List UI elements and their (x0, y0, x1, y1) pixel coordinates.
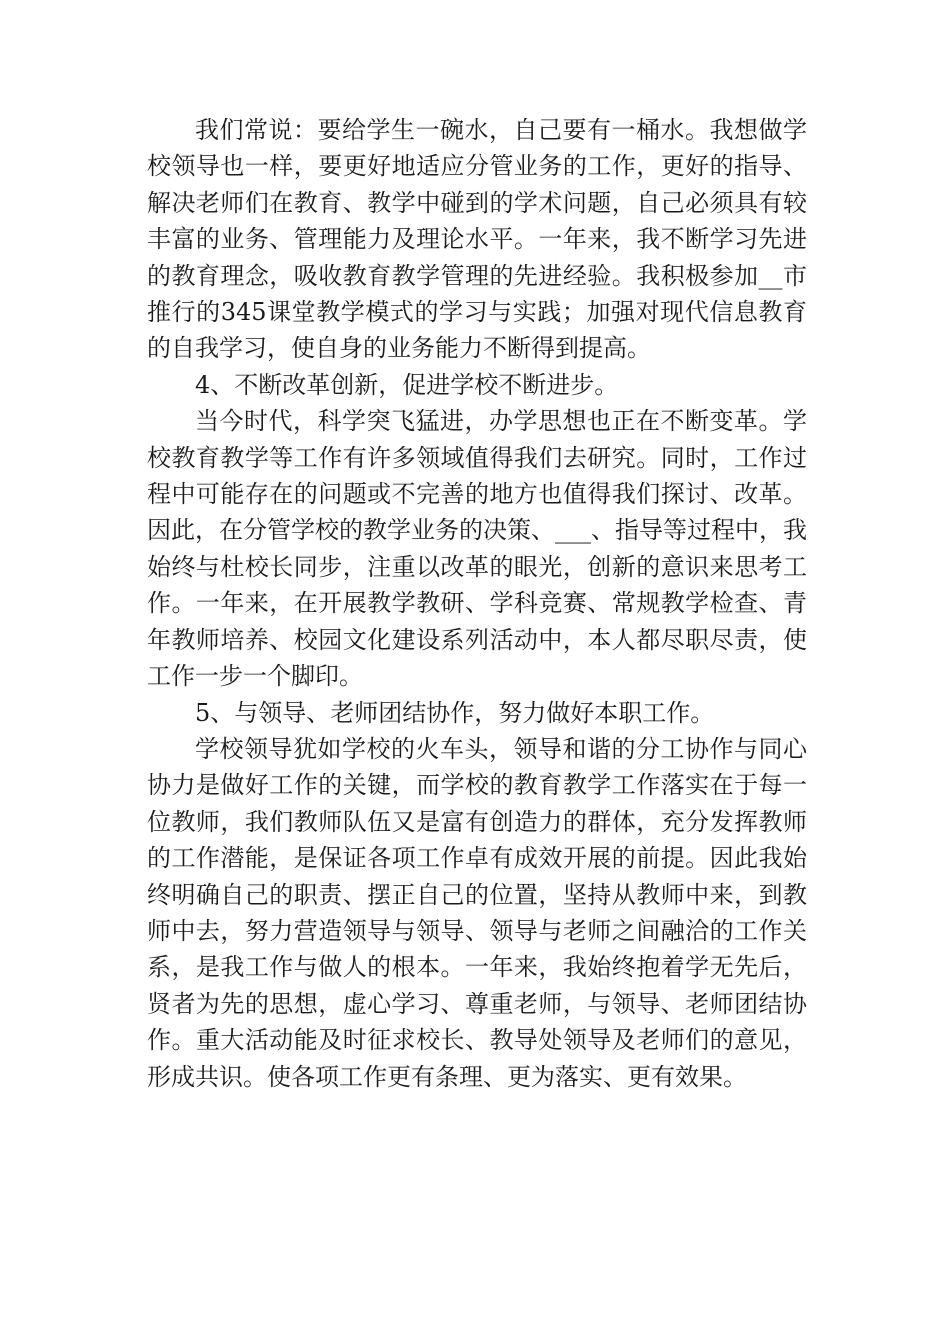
section-heading-5: 5、与领导、老师团结协作，努力做好本职工作。 (195, 698, 715, 727)
paragraph-study: 我们常说：要给学生一碗水，自己要有一桶水。我想做学校领导也一样，要更好地适应分管业务的工作，更好的指导、解决老师们在教育、教学中碰到的学术问题，自己必须具有较丰富的业务、管理能力及理论水平。一年来，我不断学习先进的教育理念，吸收教育教学管理的先进经验。我积极参加__市推行的345课堂教学模式的学习与实践；加强对现代信息教育的自我学习，使自身的业务能力不断得到提高。 (147, 116, 807, 363)
paragraph-reform: 当今时代，科学突飞猛进，办学思想也正在不断变革。学校教育教学等工作有许多领域值得我们去研究。同时，工作过程中可能存在的问题或不完善的地方也值得我们探讨、改革。因此，在分管学校的教学业务的决策、___、指导等过程中，我始终与杜校长同步，注重以改革的眼光，创新的意识来思考工作。一年来，在开展教学教研、学科竞赛、常规教学检查、青年教师培养、校园文化建设系列活动中，本人都尽职尽责，使工作一步一个脚印。 (147, 407, 807, 691)
paragraph-cooperation: 学校领导犹如学校的火车头，领导和谐的分工协作与同心协力是做好工作的关键，而学校的教育教学工作落实在于每一位教师，我们教师队伍又是富有创造力的群体，充分发挥教师的工作潜能，是保证各项工作卓有成效开展的前提。因此我始终明确自己的职责、摆正自己的位置，坚持从教师中来，到教师中去，努力营造领导与领导、领导与老师之间融洽的工作关系，是我工作与做人的根本。一年来，我始终抱着学无先后，贤者为先的思想，虚心学习、尊重老师，与领导、老师团结协作。重大活动能及时征求校长、教导处领导及老师们的意见，形成共识。使各项工作更有条理、更为落实、更有效果。 (147, 734, 807, 1091)
document-body (147, 112, 807, 1095)
section-heading-4: 4、不断改革创新，促进学校不断进步。 (195, 370, 619, 399)
